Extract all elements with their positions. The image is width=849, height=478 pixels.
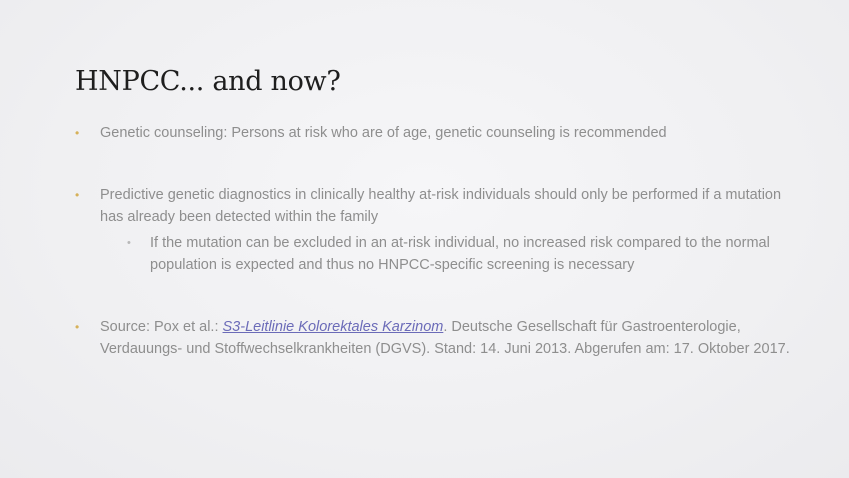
source-suffix: . Deutsche Gesellschaft für Gastroenterologie, Verdauungs- und Stoffwechselkrankheiten (DGVS). Stand: 14. Juni 2013. Abgerufen am: 17. Oktober 2017. bbox=[100, 319, 790, 357]
sub-bullet-text: If the mutation can be excluded in an at-risk individual, no increased risk compared to the normal population is expected and thus no HNPCC-specific screening is necessary bbox=[150, 235, 770, 273]
source-text bbox=[100, 316, 790, 360]
bullet-text: Predictive genetic diagnostics in clinically healthy at-risk individuals should only be performed if a mutation has already been detected within the family bbox=[100, 187, 782, 225]
slide-title: HNPCC... and now? bbox=[75, 66, 341, 97]
bullet-dot-icon: • bbox=[75, 126, 80, 140]
bullet-dot-icon: • bbox=[75, 188, 80, 202]
source-link[interactable]: S3-Leitlinie Kolorektales Karzinom bbox=[222, 319, 444, 335]
sub-bullet-dot-icon: • bbox=[127, 237, 131, 249]
bullet-dot-icon: • bbox=[75, 320, 80, 334]
bullet-text: Genetic counseling: Persons at risk who are of age, genetic counseling is recommended bbox=[100, 125, 667, 141]
source-prefix: Source: Pox et al.: bbox=[100, 319, 223, 335]
